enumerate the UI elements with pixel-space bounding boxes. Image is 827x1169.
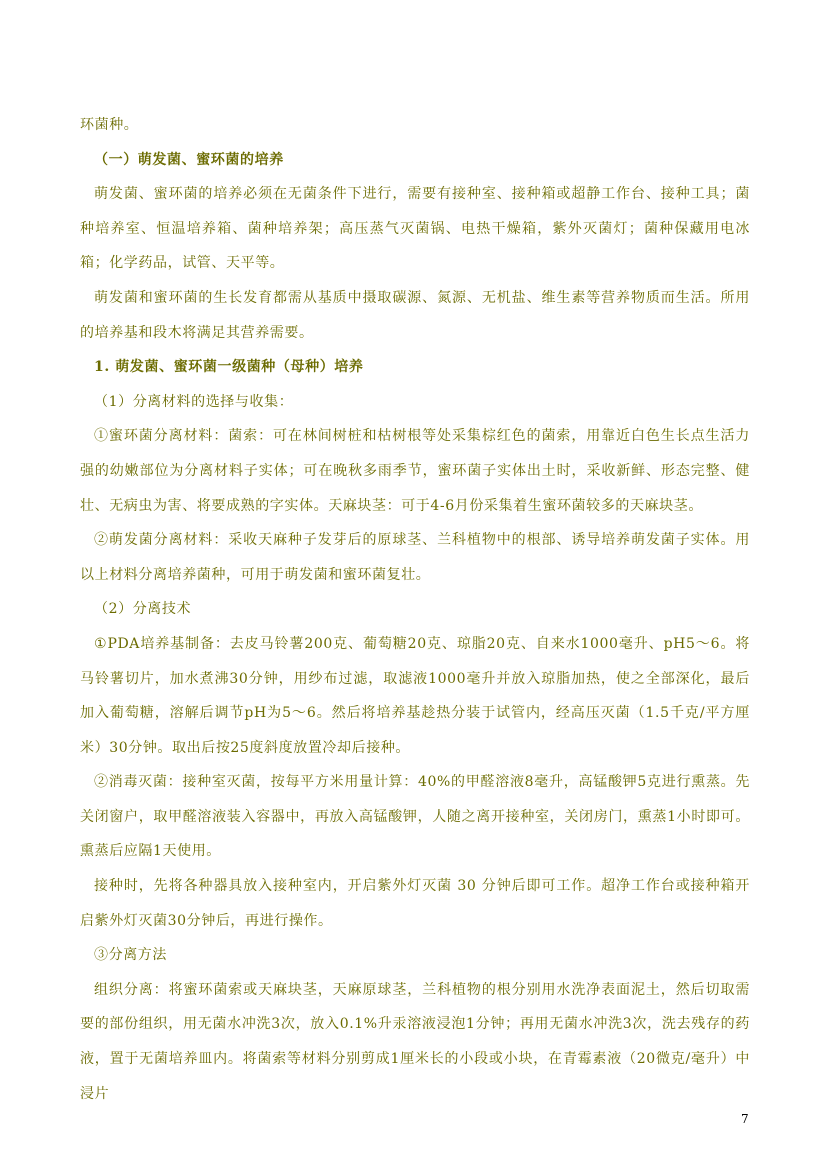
paragraph: ①PDA培养基制备：去皮马铃薯200克、葡萄糖20克、琼脂20克、自来水1000毫升、pH5～6。将马铃薯切片，加水煮沸30分钟，用纱布过滤，取滤液1000毫升并放入琼脂加热，使之全部深化，最后加入葡萄糖，溶解后调节pH为5～6。然后将培养基趁热分装于试管内，经高压灭菌（1.5千克/平方厘米）30分钟。取出后按25度斜度放置冷却后接种。 xyxy=(80,635,750,756)
paragraph: ②萌发菌分离材料：采收天麻种子发芽后的原球茎、兰科植物中的根部、诱导培养萌发菌子实体。用以上材料分离培养菌种，可用于萌发菌和蜜环菌复壮。 xyxy=(80,532,750,583)
paragraph: 接种时，先将各种器具放入接种室内，开启紫外灯灭菌 30 分钟后即可工作。超净工作台或接种箱开启紫外灯灭菌30分钟后，再进行操作。 xyxy=(80,878,750,929)
paragraph: ③分离方法 xyxy=(94,947,167,964)
paragraph: 萌发菌、蜜环菌的培养必须在无菌条件下进行，需要有接种室、接种箱或超静工作台、接种工具；菌种培养室、恒温培养箱、菌种培养架；高压蒸气灭菌锅、电热干燥箱，紫外灭菌灯；菌种保藏用电冰箱；化学药品，试管、天平等。 xyxy=(80,186,750,272)
paragraph: ①蜜环菌分离材料：菌索：可在林间树桩和枯树根等处采集棕红色的菌索，用靠近白色生长点生活力强的幼嫩部位为分离材料子实体；可在晚秋多雨季节，蜜环菌子实体出土时，采收新鲜、形态完整、健壮、无病虫为害、将要成熟的字实体。天麻块茎：可于4-6月份采集着生蜜环菌较多的天麻块茎。 xyxy=(80,428,750,514)
paragraph: 环菌种。 xyxy=(80,117,139,133)
paragraph: 组织分离：将蜜环菌索或天麻块茎，天麻原球茎，兰科植物的根分别用水洗净表面泥土，然后切取需要的部份组织，用无菌水冲洗3次，放入0.1%升汞溶液浸泡1分钟；再用无菌水冲洗3次，洗去残存的药液，置于无菌培养皿内。将菌索等材料分别剪成1厘米长的小段或小块，在青霉素液（20微克/毫升）中浸片 xyxy=(80,981,750,1102)
paragraph: （2）分离技术 xyxy=(94,601,192,618)
document-body xyxy=(80,108,750,1111)
page-number: 7 xyxy=(741,1112,749,1126)
subsection-heading: 1. 萌发菌、蜜环菌一级菌种（母种）培养 xyxy=(94,359,364,376)
paragraph: （1）分离材料的选择与收集： xyxy=(94,393,294,410)
paragraph: ②消毒灭菌：接种室灭菌，按每平方米用量计算：40%的甲醛溶液8毫升，高锰酸钾5克进行熏蒸。先关闭窗户，取甲醛溶液装入容器中，再放入高锰酸钾，人随之离开接种室，关闭房门，熏蒸1小时即可。熏蒸后应隔1天使用。 xyxy=(80,774,750,860)
section-heading: （一）萌发菌、蜜环菌的培养 xyxy=(94,151,284,168)
paragraph: 萌发菌和蜜环菌的生长发育都需从基质中摄取碳源、氮源、无机盐、维生素等营养物质而生活。所用的培养基和段木将满足其营养需要。 xyxy=(80,289,750,341)
